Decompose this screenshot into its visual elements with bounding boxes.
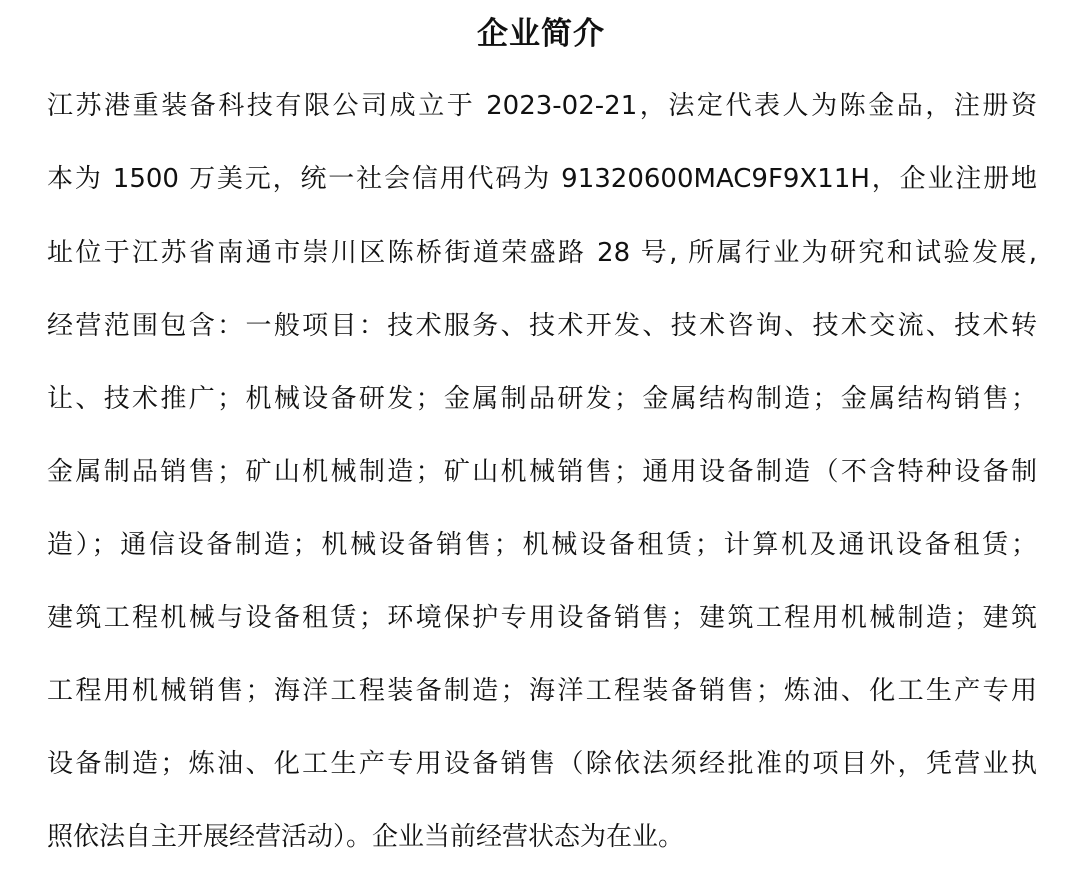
paragraph-line-4: 经营范围包含：一般项目：技术服务、技术开发、技术咨询、技术交流、技术转 xyxy=(47,311,1037,341)
paragraph-line-1: 江苏港重装备科技有限公司成立于 2023-02-21，法定代表人为陈金品，注册资 xyxy=(47,91,1037,121)
paragraph-line-10: 设备制造；炼油、化工生产专用设备销售（除依法须经批准的项目外，凭营业执 xyxy=(47,749,1037,779)
paragraph-line-8: 建筑工程机械与设备租赁；环境保护专用设备销售；建筑工程用机械制造；建筑 xyxy=(47,603,1037,633)
paragraph-line-9: 工程用机械销售；海洋工程装备制造；海洋工程装备销售；炼油、化工生产专用 xyxy=(47,676,1037,706)
paragraph-line-3: 址位于江苏省南通市崇川区陈桥街道荣盛路 28 号, 所属行业为研究和试验发展, xyxy=(47,238,1037,268)
paragraph-line-2: 本为 1500 万美元，统一社会信用代码为 91320600MAC9F9X11H，企业注册地 xyxy=(47,164,1037,194)
paragraph-line-7: 造）；通信设备制造；机械设备销售；机械设备租赁；计算机及通讯设备租赁； xyxy=(47,530,1037,560)
paragraph-line-6: 金属制品销售；矿山机械制造；矿山机械销售；通用设备制造（不含特种设备制 xyxy=(47,457,1037,487)
paragraph-line-5: 让、技术推广；机械设备研发；金属制品研发；金属结构制造；金属结构销售； xyxy=(47,384,1037,414)
document-title: 企业简介 xyxy=(477,16,605,52)
paragraph-line-11: 照依法自主开展经营活动）。企业当前经营状态为在业。 xyxy=(47,822,685,852)
